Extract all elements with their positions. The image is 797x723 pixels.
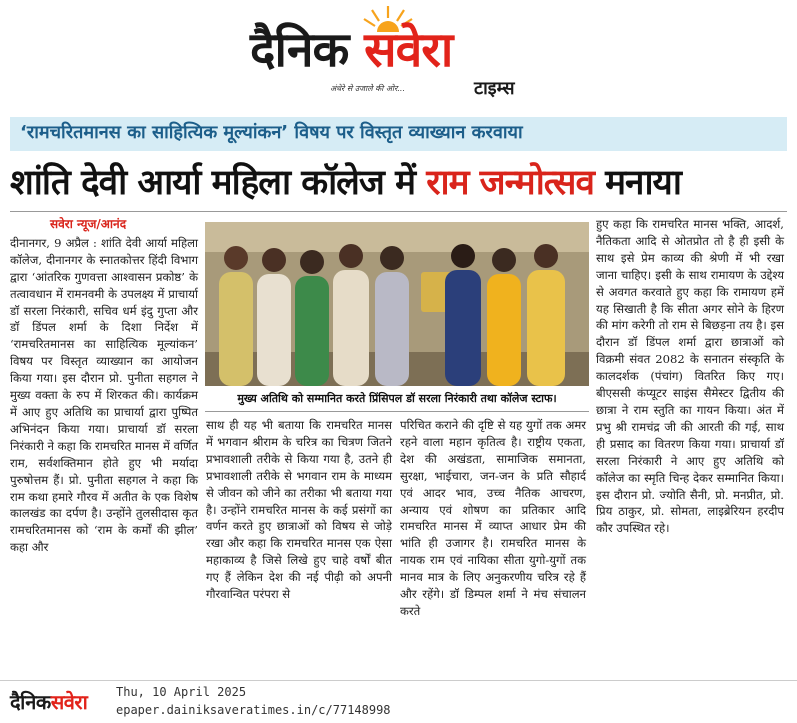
brand-times: टाइम्स (474, 78, 515, 99)
headline-rule (10, 211, 787, 212)
event-photo (205, 222, 589, 386)
footer-logo-savera: सवेरा (50, 690, 88, 714)
article-column-3: परिचित कराने की दृष्टि से यह युगों तक अमर रहने वाला महान कृतित्व है। राष्ट्रीय एकता, देश की अखंडता, सामाजिक समानता, सुरक्षा, भाईचारा, जन-जन के प्रति सौहार्द एवं आदर भाव, उच्च नैतिक आचरण, अन्याय एवं शोषण का प्रतिकार आदि रामचरित मानस में व्याप्त आधार प्रेम की भांति ही उजागर है। रामचरित मानस के नायक राम एवं नायिका सीता युगो-युगों तक मानव मात्र के लिए अनुकरणीय चरित्र रहे हैं और रहेंगे। डॉ डिम्पल शर्मा ने मंच संचालन करते (400, 418, 586, 618)
article-column-1 (10, 216, 198, 556)
footer-logo-dainik: दैनिक (10, 690, 51, 714)
footer-logo[interactable] (10, 688, 87, 715)
photo-illustration (205, 222, 589, 386)
article-column-4: हुए कहा कि रामचरित मानस भक्ति, आदर्श, नैतिकता आदि से ओतप्रोत तो है ही इसी के साथ इसे प्रेम काव्य की श्रेणी में भी रखा जाना चाहिए। इसी के साथ रामायण के उद्देश्य से अवगत करवाते हुए कहा कि रामायण हमें यह सिखाती है कि सीता अगर सोने के हिरण की मांग करेगी तो राम से बिछड़ना तय है। इस दौरान डॉ डिंपल शर्मा द्वारा छात्राओं को विक्रमी संवत 2082 के सनातन संस्कृति के कालदर्शक (पंचांग) वितरित किए गए। बीएससी कंप्यूटर साइंस सैमेस्टर द्वितीय की छात्रा ने राम स्तुति का गायन किया। अंत में प्रभु श्री रामचंद्र जी की आरती की गई, साथ ही प्रसाद का वितरण किया गया। प्राचार्या डॉ सरला निरंकारी ने आए हुए अतिथि को कॉलेज का स्मृति चिन्ह देकर सम्मानित किया। इस दौरान प्रो. ज्योति सैनी, प्रो. मनप्रीत, प्रो. प्रिय ठाकुर, प्रो. सोमता, लाइब्रेरियन हरदीप कौर उपस्थित रहे। (596, 217, 784, 536)
article-column-2: साथ ही यह भी बताया कि रामचरित मानस में भगवान श्रीराम के चरित्र का चित्रण जितने प्रभावशाली तरीके से किया गया है, उतने ही प्रभावशाली तरीके से भगवान राम के माध्यम से जीवन को जीने का तरीका भी बताया गया है। उन्होंने रामचरित मानस के कई प्रसंगों का वर्णन करते हुए छात्राओं को विषय से जोड़े रखा और कहा कि रामचरित मानस एक ऐसा महाकाव्य है जिसे लिखे हुए चाहे वर्षों बीत गए हैं लेकिन देश की नई पीढ़ी को अपनी गौरवान्वित परंपरा से (206, 418, 392, 602)
headline-part3: मनाया (593, 163, 681, 203)
headline-part1: शांति देवी आर्या महिला कॉलेज में (10, 163, 427, 203)
byline: सवेरा न्यूज/आनंद (50, 217, 127, 231)
column-1-text: दीनानगर, 9 अप्रैल : शांति देवी आर्या महिला कॉलेज, दीनानगर के स्नातकोत्तर हिंदी विभाग द्वारा ‘आंतरिक गुणवत्ता आश्वासन प्रकोष्ठ’ के तत्वावधान में रामनवमी के उपलक्ष्य में प्राचार्या डॉ सरला निरंकारी, सचिव धर्म इंदु गुप्ता और डॉ डिंपल शर्मा के दिशा निर्देश में ‘रामचरितमानस का साहित्यिक मूल्यांकन’ विषय पर विस्तृत व्याख्यान का आयोजन किया गया। इस दौरान प्रो. पुनीता सहगल ने मुख्य वक्ता के रुप में शिरकत की। कार्यक्रम में आए हुए अतिथि का प्राचार्या द्वारा पुष्पित अभिनंदन किया गया। प्राचार्या डॉ सरला निरंकारी ने कहा कि रामचरित मानस में वर्णित राम, सर्वशक्तिमान होते हुए भी मर्यादा पुरुषोत्तम हैं। प्रो. पुनीता सहगल ने कहा कि राम कथा हमारे गौरव में अतीत के एक विशेष कालखंड का दर्पण है। उन्होंने तुलसीदास कृत रामचरितमानस को ‘राम के कर्मों की झील’ कहा और (10, 235, 199, 555)
brand-savera: सवेरा (364, 22, 453, 78)
brand-logo[interactable] (250, 22, 452, 78)
headline (10, 157, 787, 209)
headline-highlight: राम जन्मोत्सव (426, 163, 594, 203)
epaper-footer (0, 680, 797, 723)
kicker-text: ‘रामचरितमानस का साहित्यिक मूल्यांकन’ विषय पर विस्तृत व्याख्यान करवाया (20, 122, 523, 143)
brand-dainik: दैनिक (250, 22, 349, 78)
tagline: अंधेरे से उजाले की ओर... (330, 84, 406, 93)
photo-caption: मुख्य अतिथि को सम्मानित करते प्रिंसिपल डॉ सरला निरंकारी तथा कॉलेज स्टाफ। (205, 387, 589, 412)
footer-date: Thu, 10 April 2025 (116, 685, 247, 699)
masthead (0, 0, 797, 108)
kicker-strip (10, 117, 787, 151)
footer-url[interactable]: epaper.dainiksaveratimes.in/c/77148998 (116, 703, 391, 717)
